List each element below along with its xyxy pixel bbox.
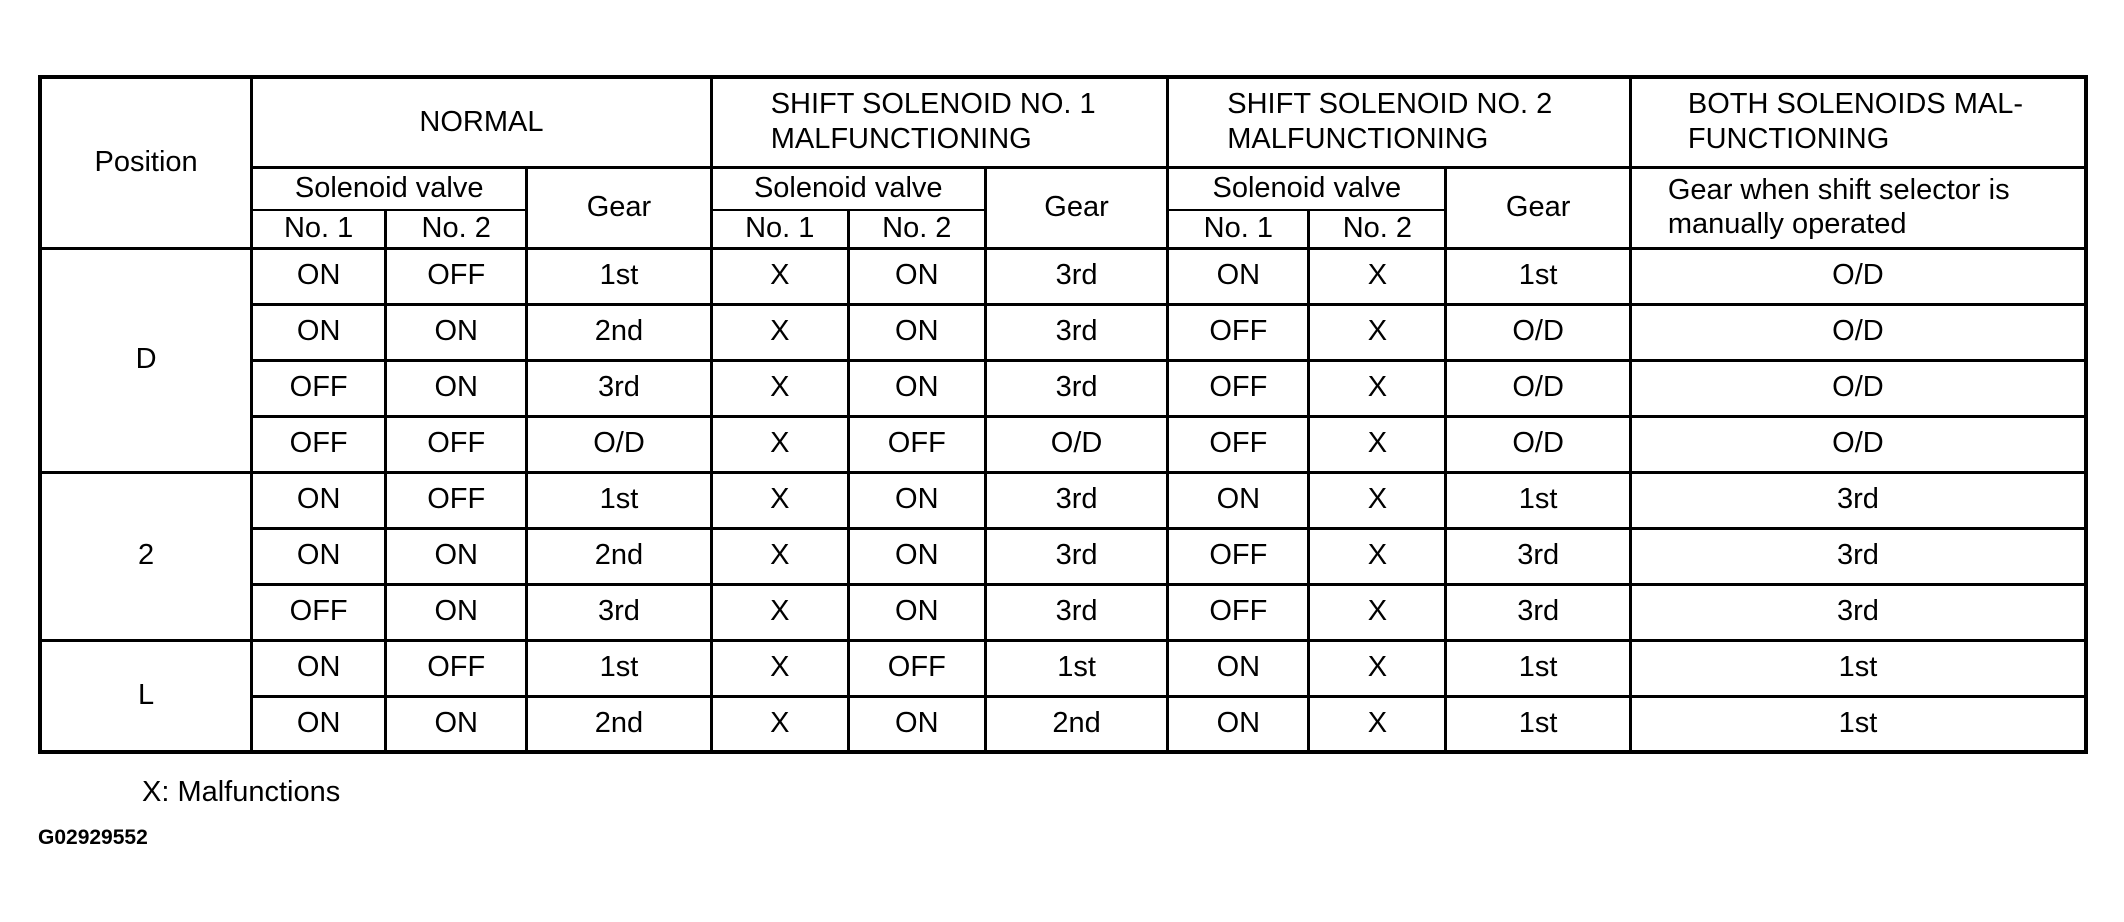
table-row (40, 248, 2086, 304)
manual-gear-cell: 1st (1630, 696, 2086, 752)
position-cell: 2 (40, 472, 252, 640)
normal-gear-cell: 2nd (527, 696, 711, 752)
ss1-no1-cell: X (711, 248, 848, 304)
ss1-no1-header: No. 1 (711, 210, 848, 248)
ss1-gear-cell: O/D (985, 416, 1167, 472)
ss2-gear-cell: O/D (1446, 416, 1630, 472)
ss1-gear-cell: 3rd (985, 528, 1167, 584)
normal-no1-cell: ON (252, 640, 386, 696)
ss1-no1-cell: X (711, 640, 848, 696)
ss1-no2-header: No. 2 (848, 210, 985, 248)
ss2-solenoid-valve-header: Solenoid valve (1168, 167, 1446, 210)
normal-no2-cell: OFF (386, 416, 527, 472)
normal-no1-cell: ON (252, 528, 386, 584)
ss2-no1-cell: ON (1168, 472, 1309, 528)
manual-gear-cell: 1st (1630, 640, 2086, 696)
ss1-gear-cell: 3rd (985, 248, 1167, 304)
ss1-no1-cell: X (711, 528, 848, 584)
position-cell: L (40, 640, 252, 752)
normal-no1-cell: ON (252, 472, 386, 528)
ss2-malfunction-header: SHIFT SOLENOID NO. 2 MALFUNCTIONING (1168, 77, 1631, 167)
ss2-no2-cell: X (1309, 304, 1446, 360)
normal-gear-cell: 1st (527, 248, 711, 304)
ss2-no2-cell: X (1309, 696, 1446, 752)
normal-gear-header: Gear (527, 167, 711, 248)
ss2-no2-cell: X (1309, 584, 1446, 640)
ss1-solenoid-valve-header: Solenoid valve (711, 167, 985, 210)
normal-no2-cell: ON (386, 696, 527, 752)
manual-gear-cell: O/D (1630, 416, 2086, 472)
ss2-gear-cell: 1st (1446, 696, 1630, 752)
table-row (40, 640, 2086, 696)
ss2-no2-cell: X (1309, 360, 1446, 416)
manual-gear-cell: 3rd (1630, 584, 2086, 640)
ss2-no1-cell: OFF (1168, 360, 1309, 416)
ss2-no2-cell: X (1309, 528, 1446, 584)
table-row (40, 416, 2086, 472)
ss1-gear-cell: 1st (985, 640, 1167, 696)
normal-no2-cell: ON (386, 360, 527, 416)
ss1-no2-cell: ON (848, 696, 985, 752)
normal-gear-cell: 1st (527, 472, 711, 528)
ss1-gear-cell: 3rd (985, 360, 1167, 416)
ss1-no2-cell: ON (848, 304, 985, 360)
table-header (40, 77, 2086, 248)
normal-no2-cell: ON (386, 304, 527, 360)
manual-gear-cell: O/D (1630, 304, 2086, 360)
normal-header: NORMAL (252, 77, 712, 167)
manual-gear-cell: 3rd (1630, 472, 2086, 528)
ss2-no1-header: No. 1 (1168, 210, 1309, 248)
ss2-no1-cell: OFF (1168, 416, 1309, 472)
normal-gear-cell: 2nd (527, 304, 711, 360)
normal-no2-cell: OFF (386, 472, 527, 528)
ss1-no2-cell: ON (848, 472, 985, 528)
ss1-no2-cell: ON (848, 248, 985, 304)
ss1-gear-cell: 3rd (985, 304, 1167, 360)
table-row (40, 584, 2086, 640)
normal-no1-cell: OFF (252, 584, 386, 640)
ss2-no1-cell: OFF (1168, 584, 1309, 640)
ss1-no1-cell: X (711, 360, 848, 416)
table-body (40, 248, 2086, 752)
normal-no1-cell: ON (252, 304, 386, 360)
ss1-no2-cell: ON (848, 528, 985, 584)
ss1-no1-cell: X (711, 584, 848, 640)
ss2-gear-header: Gear (1446, 167, 1630, 248)
ss1-no2-cell: ON (848, 584, 985, 640)
normal-no1-cell: OFF (252, 416, 386, 472)
ss2-no2-cell: X (1309, 472, 1446, 528)
normal-no1-cell: OFF (252, 360, 386, 416)
normal-no2-cell: OFF (386, 640, 527, 696)
table-row (40, 528, 2086, 584)
ss1-no2-cell: OFF (848, 416, 985, 472)
normal-gear-cell: 1st (527, 640, 711, 696)
table-row (40, 696, 2086, 752)
both-malfunction-header: BOTH SOLENOIDS MAL- FUNCTIONING (1630, 77, 2086, 167)
ss2-gear-cell: 1st (1446, 640, 1630, 696)
ss1-no1-cell: X (711, 416, 848, 472)
legend-note: X: Malfunctions (142, 776, 341, 808)
ss2-no2-header: No. 2 (1309, 210, 1446, 248)
position-header: Position (40, 77, 252, 248)
manual-gear-cell: O/D (1630, 360, 2086, 416)
normal-gear-cell: 3rd (527, 584, 711, 640)
ss1-gear-cell: 3rd (985, 472, 1167, 528)
normal-no2-cell: OFF (386, 248, 527, 304)
solenoid-gear-table (38, 75, 2088, 754)
ss2-no2-cell: X (1309, 640, 1446, 696)
ss1-malfunction-header: SHIFT SOLENOID NO. 1 MALFUNCTIONING (711, 77, 1168, 167)
ss1-gear-cell: 2nd (985, 696, 1167, 752)
ss1-gear-header: Gear (985, 167, 1167, 248)
manual-gear-cell: O/D (1630, 248, 2086, 304)
normal-solenoid-valve-header: Solenoid valve (252, 167, 527, 210)
ss2-no2-cell: X (1309, 416, 1446, 472)
ss2-gear-cell: O/D (1446, 360, 1630, 416)
ss1-no1-cell: X (711, 304, 848, 360)
ss2-no2-cell: X (1309, 248, 1446, 304)
ss2-no1-cell: ON (1168, 696, 1309, 752)
position-cell: D (40, 248, 252, 472)
ss1-gear-cell: 3rd (985, 584, 1167, 640)
ss1-no1-cell: X (711, 696, 848, 752)
normal-no2-cell: ON (386, 528, 527, 584)
normal-gear-cell: O/D (527, 416, 711, 472)
normal-gear-cell: 3rd (527, 360, 711, 416)
ss2-no1-cell: ON (1168, 248, 1309, 304)
ss2-no1-cell: OFF (1168, 528, 1309, 584)
manual-gear-cell: 3rd (1630, 528, 2086, 584)
normal-no1-cell: ON (252, 696, 386, 752)
normal-gear-cell: 2nd (527, 528, 711, 584)
ss2-gear-cell: 3rd (1446, 584, 1630, 640)
normal-no2-header: No. 2 (386, 210, 527, 248)
ss2-gear-cell: O/D (1446, 304, 1630, 360)
ss2-gear-cell: 1st (1446, 248, 1630, 304)
ss1-no2-cell: OFF (848, 640, 985, 696)
ss2-no1-cell: OFF (1168, 304, 1309, 360)
normal-no1-header: No. 1 (252, 210, 386, 248)
ss2-gear-cell: 1st (1446, 472, 1630, 528)
table-row (40, 304, 2086, 360)
ss1-no1-cell: X (711, 472, 848, 528)
ss2-no1-cell: ON (1168, 640, 1309, 696)
figure-code: G02929552 (38, 826, 148, 849)
manual-gear-header: Gear when shift selector is manually operated (1630, 167, 2086, 248)
table-row (40, 360, 2086, 416)
table-row (40, 472, 2086, 528)
ss1-no2-cell: ON (848, 360, 985, 416)
normal-no1-cell: ON (252, 248, 386, 304)
normal-no2-cell: ON (386, 584, 527, 640)
ss2-gear-cell: 3rd (1446, 528, 1630, 584)
